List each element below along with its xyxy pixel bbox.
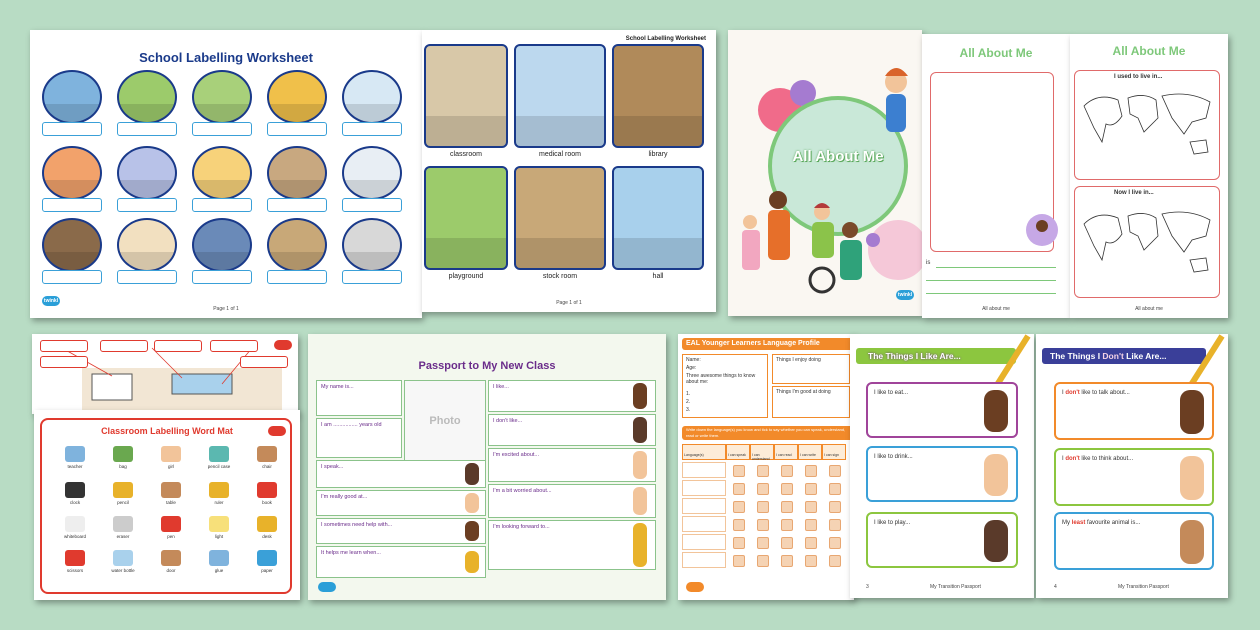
word-mat-item: [56, 482, 94, 505]
eal-enjoy-box: [772, 354, 850, 384]
word-label: pen: [167, 534, 175, 539]
scene-floor: [516, 116, 604, 146]
eal-tick-box[interactable]: [733, 465, 745, 477]
passport-prompt: I'm excited about...: [493, 452, 539, 458]
label-answer-box[interactable]: [154, 340, 202, 352]
classroom-labelling-sheet[interactable]: [32, 334, 298, 414]
word-picture-icon: [65, 516, 85, 532]
child-avatar: [984, 390, 1008, 432]
eal-tick-box[interactable]: [757, 537, 769, 549]
word-label: whiteboard: [63, 534, 86, 539]
picture-card: [424, 166, 508, 270]
passport-left-box[interactable]: [316, 380, 402, 416]
world-map-icon: [1078, 88, 1218, 168]
picture-caption: classroom: [450, 151, 482, 158]
passport-prompt: I like...: [493, 384, 509, 390]
photo-box: [404, 380, 486, 462]
sheet1-footer: Page 1 of 1: [213, 306, 239, 312]
picture-circle: [267, 146, 327, 200]
eal-tick-box[interactable]: [781, 501, 793, 513]
eal-tick-box[interactable]: [757, 519, 769, 531]
scene-floor: [269, 252, 325, 270]
eal-language-cell[interactable]: [682, 498, 726, 514]
scene-floor: [44, 252, 100, 270]
word-mat-item: [56, 516, 94, 539]
child-avatar: [633, 487, 647, 515]
things-i-dont-like-page[interactable]: [1036, 334, 1228, 598]
eal-tick-box[interactable]: [805, 465, 817, 477]
passport-right-box[interactable]: [488, 380, 656, 412]
word-mat-item: [248, 550, 286, 573]
scene-floor: [194, 252, 250, 270]
eal-language-profile[interactable]: [678, 334, 854, 600]
all-about-me-page3[interactable]: [1070, 34, 1228, 318]
child-avatar: [1180, 390, 1204, 434]
twinkl-logo: [268, 426, 286, 436]
passport-left-box[interactable]: [316, 418, 402, 458]
child-avatar: [633, 451, 647, 479]
eal-col-header: [750, 444, 774, 460]
word-picture-icon: [257, 516, 277, 532]
word-mat-item: [200, 482, 238, 505]
world-map-icon: [1078, 206, 1218, 286]
like-prompt: I like to drink...: [874, 454, 913, 460]
picture-circle: [342, 70, 402, 124]
eal-tick-box[interactable]: [781, 537, 793, 549]
twinkl-logo: [686, 582, 704, 592]
dislikes-page-number: 4: [1054, 584, 1057, 590]
picture-circle: [117, 146, 177, 200]
word-label: pencil case: [207, 464, 231, 469]
scene-floor: [614, 116, 702, 146]
eal-col-label: I can write: [800, 453, 816, 457]
label-answer-box[interactable]: [267, 270, 327, 284]
word-picture-icon: [257, 550, 277, 566]
eal-tick-box[interactable]: [829, 519, 841, 531]
picture-circle: [42, 146, 102, 200]
eal-tick-box[interactable]: [781, 519, 793, 531]
eal-tick-box[interactable]: [733, 483, 745, 495]
word-label: light: [214, 534, 224, 539]
passport-right-box[interactable]: [488, 448, 656, 482]
likes-footer: My Transition Passport: [930, 584, 981, 590]
eal-tick-box[interactable]: [829, 537, 841, 549]
picture-circle: [267, 70, 327, 124]
scene-floor: [516, 238, 604, 268]
picture-circle: [192, 70, 252, 124]
label-answer-box[interactable]: [42, 122, 102, 136]
eal-tick-box[interactable]: [829, 501, 841, 513]
label-answer-box[interactable]: [342, 270, 402, 284]
passport-prompt: I speak...: [321, 464, 344, 470]
word-picture-icon: [113, 446, 133, 462]
word-picture-icon: [209, 550, 229, 566]
passport-prompt: I'm looking forward to...: [493, 524, 550, 530]
passport-right-box[interactable]: [488, 414, 656, 446]
picture-circle: [192, 218, 252, 272]
eal-col-header: [726, 444, 750, 460]
picture-circle: [117, 218, 177, 272]
child-avatar: [633, 417, 647, 443]
scene-floor: [119, 252, 175, 270]
word-label: door: [166, 568, 176, 573]
picture-card: [612, 44, 704, 148]
likes-title: The Things I Like Are...: [868, 351, 961, 361]
scene-floor: [344, 104, 400, 122]
eal-enjoy: Things I enjoy doing: [776, 357, 821, 363]
label-answer-box[interactable]: [342, 198, 402, 212]
eal-title: EAL Younger Learners Language Profile: [686, 340, 820, 347]
scene-floor: [426, 238, 506, 268]
label-answer-box[interactable]: [42, 198, 102, 212]
eal-num-2: 2.: [686, 399, 691, 405]
dislikes-title-post: Like Are...: [1123, 351, 1167, 361]
picture-circle: [342, 146, 402, 200]
word-label: teacher: [67, 464, 83, 469]
eal-tick-box[interactable]: [757, 465, 769, 477]
word-label: pencil: [117, 500, 129, 505]
word-picture-icon: [65, 550, 85, 566]
label-answer-box[interactable]: [267, 198, 327, 212]
word-mat-item: [56, 446, 94, 469]
child-avatar: [465, 521, 479, 541]
eal-col-label: Language(s): [684, 453, 704, 457]
word-picture-icon: [161, 550, 181, 566]
eal-num-3: 3.: [686, 407, 691, 413]
eal-tick-box[interactable]: [781, 555, 793, 567]
sheet2-footer: Page 1 of 1: [556, 300, 582, 306]
eal-good-box: [772, 386, 850, 418]
writing-line: [926, 293, 1056, 294]
picture-circle: [192, 146, 252, 200]
word-mat-item: [152, 446, 190, 469]
word-label: ruler: [214, 500, 224, 505]
writing-line: [936, 267, 1056, 268]
eal-tick-box[interactable]: [757, 555, 769, 567]
word-mat-item: [104, 516, 142, 539]
word-picture-icon: [113, 482, 133, 498]
eal-tick-box[interactable]: [805, 501, 817, 513]
scene-floor: [194, 180, 250, 198]
label-answer-box[interactable]: [240, 356, 288, 368]
word-mat-item: [152, 550, 190, 573]
picture-caption: medical room: [538, 151, 581, 158]
label-answer-box[interactable]: [117, 122, 177, 136]
passport-left-box[interactable]: [316, 546, 486, 578]
word-label: chair: [262, 464, 272, 469]
word-label: desk: [262, 534, 272, 539]
eal-language-cell[interactable]: [682, 516, 726, 532]
scene-floor: [44, 104, 100, 122]
wordmat-title: Classroom Labelling Word Mat: [101, 426, 233, 436]
dislike-prompt-post: favourite animal is...: [1085, 520, 1141, 526]
dislike-prompt-em: don't: [1065, 456, 1080, 462]
scene-floor: [344, 252, 400, 270]
label-answer-box[interactable]: [42, 270, 102, 284]
dislike-prompt: [1062, 390, 1130, 396]
dislike-prompt-post: like to think about...: [1079, 456, 1134, 462]
dislike-prompt-em: don't: [1065, 390, 1080, 396]
word-mat-item: [248, 482, 286, 505]
word-label: girl: [167, 464, 174, 469]
passport-prompt: I'm a bit worried about...: [493, 488, 552, 494]
word-picture-icon: [161, 446, 181, 462]
picture-caption: hall: [652, 273, 664, 280]
word-label: book: [262, 500, 272, 505]
word-label: eraser: [116, 534, 130, 539]
picture-card: [612, 166, 704, 270]
school-labelling-worksheet-page2[interactable]: [422, 30, 716, 312]
child-avatar: [984, 520, 1008, 562]
word-mat-item: [152, 482, 190, 505]
label-answer-box[interactable]: [117, 198, 177, 212]
passport-right-box[interactable]: [488, 520, 656, 570]
picture-card: [424, 44, 508, 148]
scene-floor: [426, 116, 506, 146]
classroom-labelling-word-mat[interactable]: [34, 410, 300, 600]
picture-circle: [267, 218, 327, 272]
eal-language-cell[interactable]: [682, 552, 726, 568]
eal-three: Three awesome things to know about me:: [686, 373, 756, 385]
passport-prompt: It helps me learn when...: [321, 550, 381, 556]
word-mat-item: [248, 446, 286, 469]
eal-tick-box[interactable]: [733, 519, 745, 531]
eal-tick-box[interactable]: [781, 465, 793, 477]
eal-col-header: [798, 444, 822, 460]
label-answer-box[interactable]: [40, 356, 88, 368]
aam2-footer: All about me: [982, 306, 1010, 312]
label-answer-box[interactable]: [192, 122, 252, 136]
word-picture-icon: [161, 516, 181, 532]
dislike-prompt-pre: My: [1062, 520, 1072, 526]
picture-circle: [117, 70, 177, 124]
label-answer-box[interactable]: [210, 340, 258, 352]
passport-prompt: I'm really good at...: [321, 494, 368, 500]
eal-col-header: [682, 444, 726, 460]
word-label: table: [166, 500, 176, 505]
scene-floor: [269, 180, 325, 198]
eal-instruction: Write down the language(s) you know and tick to say whether you can speak, understand, read or write them.: [686, 427, 846, 438]
word-picture-icon: [209, 446, 229, 462]
eal-col-label: I can speak: [728, 453, 746, 457]
like-answer-box[interactable]: [866, 446, 1018, 502]
dislike-prompt-post: like to talk about...: [1079, 390, 1130, 396]
eal-tick-box[interactable]: [781, 483, 793, 495]
eal-col-header: [774, 444, 798, 460]
scene-floor: [269, 104, 325, 122]
scene-floor: [344, 180, 400, 198]
passport-left-box[interactable]: [316, 518, 486, 544]
label-answer-box[interactable]: [192, 270, 252, 284]
dislike-prompt-pre: I: [1062, 456, 1066, 462]
eal-name: Name:: [686, 357, 701, 363]
child-avatar: [633, 383, 647, 409]
word-label: bag: [119, 464, 127, 469]
picture-card: [514, 166, 606, 270]
word-mat-item: [104, 550, 142, 573]
eal-tick-box[interactable]: [829, 483, 841, 495]
twinkl-logo: twinkl: [43, 298, 59, 304]
dislike-prompt: [1062, 520, 1140, 526]
eal-tick-box[interactable]: [805, 483, 817, 495]
child-avatar: [1180, 520, 1204, 564]
eal-tick-box[interactable]: [805, 537, 817, 549]
like-answer-box[interactable]: [866, 512, 1018, 568]
eal-tick-box[interactable]: [805, 555, 817, 567]
child-avatar: [1180, 456, 1204, 500]
word-picture-icon: [65, 482, 85, 498]
word-label: scissors: [66, 568, 84, 573]
word-picture-icon: [65, 446, 85, 462]
dislike-prompt-em: least: [1071, 520, 1086, 526]
scene-floor: [119, 180, 175, 198]
eal-tick-box[interactable]: [733, 537, 745, 549]
passport-title: Passport to My New Class: [418, 360, 556, 372]
avatar-face: [1036, 220, 1048, 232]
dislikes-title-em: Don't: [1102, 351, 1124, 361]
picture-card: [514, 44, 606, 148]
dislike-prompt: [1062, 456, 1133, 462]
dislike-prompt-pre: I: [1062, 390, 1066, 396]
word-mat-item: [200, 516, 238, 539]
label-answer-box[interactable]: [342, 122, 402, 136]
word-picture-icon: [113, 550, 133, 566]
child-avatar: [465, 493, 479, 513]
passport-left-box[interactable]: [316, 490, 486, 516]
word-mat-item: [248, 516, 286, 539]
eal-col-label: I can understand: [752, 453, 770, 461]
eal-language-cell[interactable]: [682, 480, 726, 496]
passport-prompt: I sometimes need help with...: [321, 522, 393, 528]
aam2-line-label: is: [926, 260, 931, 266]
eal-tick-box[interactable]: [733, 555, 745, 567]
aam3-q1: I used to live in...: [1114, 74, 1163, 80]
children-illustration: [728, 30, 922, 316]
eal-age: Age:: [686, 365, 697, 371]
scene-floor: [44, 180, 100, 198]
eal-good: Things I'm good at doing: [776, 389, 831, 395]
dislikes-footer: My Transition Passport: [1118, 584, 1169, 590]
eal-col-label: I can read: [776, 453, 792, 457]
word-label: glue: [214, 568, 224, 573]
word-label: paper: [261, 568, 273, 573]
word-picture-icon: [257, 446, 277, 462]
twinkl-logo: [274, 340, 292, 350]
child-avatar: [465, 551, 479, 573]
writing-line: [926, 280, 1056, 281]
dislikes-title: [1050, 351, 1166, 361]
picture-circle: [42, 70, 102, 124]
likes-page-number: 3: [866, 584, 869, 590]
child-avatar: [633, 523, 647, 567]
eal-tick-box[interactable]: [757, 483, 769, 495]
label-answer-box[interactable]: [192, 198, 252, 212]
word-mat-item: [152, 516, 190, 539]
eal-about-box: [682, 354, 768, 418]
passport-prompt: My name is...: [321, 384, 354, 390]
eal-language-cell[interactable]: [682, 534, 726, 550]
eal-col-header: [822, 444, 846, 460]
word-label: water bottle: [111, 568, 135, 573]
things-i-like-page[interactable]: [850, 334, 1034, 598]
school-labelling-worksheet-page1[interactable]: [30, 30, 422, 318]
dislike-answer-box[interactable]: [1054, 382, 1214, 440]
scene-floor: [119, 104, 175, 122]
passport-prompt: I am ................ years old: [321, 422, 382, 428]
aam2-title: All About Me: [959, 46, 1033, 60]
word-picture-icon: [161, 482, 181, 498]
twinkl-logo: twinkl: [897, 292, 913, 298]
child-avatar: [465, 463, 479, 485]
picture-caption: library: [648, 151, 668, 158]
eal-tick-box[interactable]: [829, 465, 841, 477]
eal-tick-box[interactable]: [757, 501, 769, 513]
sheet1-title: School Labelling Worksheet: [139, 50, 313, 65]
eal-tick-box[interactable]: [733, 501, 745, 513]
passport-right-box[interactable]: [488, 484, 656, 518]
child-avatar: [984, 454, 1008, 496]
twinkl-logo: [318, 582, 336, 592]
label-answer-box[interactable]: [267, 122, 327, 136]
scene-floor: [194, 104, 250, 122]
picture-circle: [42, 218, 102, 272]
all-about-me-cover[interactable]: [728, 30, 922, 316]
word-mat-item: [200, 446, 238, 469]
dislike-answer-box[interactable]: [1054, 448, 1214, 506]
all-about-me-page2[interactable]: [922, 34, 1070, 318]
label-answer-box[interactable]: [40, 340, 88, 352]
scene-floor: [614, 238, 702, 268]
aam3-q2: Now I live in...: [1114, 190, 1154, 196]
cover-title: All About Me: [792, 148, 884, 165]
passport-to-my-new-class[interactable]: [308, 334, 666, 600]
photo-label: Photo: [429, 415, 461, 427]
label-answer-box[interactable]: [100, 340, 148, 352]
like-prompt: I like to play...: [874, 520, 911, 526]
word-picture-icon: [209, 482, 229, 498]
eal-tick-box[interactable]: [805, 519, 817, 531]
picture-circle: [342, 218, 402, 272]
passport-prompt: I don't like...: [493, 418, 523, 424]
like-prompt: I like to eat...: [874, 390, 909, 396]
like-answer-box[interactable]: [866, 382, 1018, 438]
picture-caption: stock room: [542, 273, 578, 280]
eal-tick-box[interactable]: [829, 555, 841, 567]
eal-language-cell[interactable]: [682, 462, 726, 478]
eal-col-label: I can sign: [824, 453, 839, 457]
word-picture-icon: [209, 516, 229, 532]
sheet2-title: School Labelling Worksheet: [625, 36, 706, 42]
aam3-footer: All about me: [1135, 306, 1163, 312]
word-mat-item: [56, 550, 94, 573]
dislike-answer-box[interactable]: [1054, 512, 1214, 570]
word-label: clock: [69, 500, 81, 505]
aam3-title: All About Me: [1112, 44, 1186, 58]
word-mat-item: [104, 446, 142, 469]
dislikes-title-pre: The Things I: [1050, 351, 1103, 361]
word-mat-item: [200, 550, 238, 573]
passport-left-box[interactable]: [316, 460, 486, 488]
eal-num-1: 1.: [686, 391, 691, 397]
picture-caption: playground: [448, 273, 484, 280]
label-answer-box[interactable]: [117, 270, 177, 284]
word-picture-icon: [113, 516, 133, 532]
word-mat-item: [104, 482, 142, 505]
word-picture-icon: [257, 482, 277, 498]
